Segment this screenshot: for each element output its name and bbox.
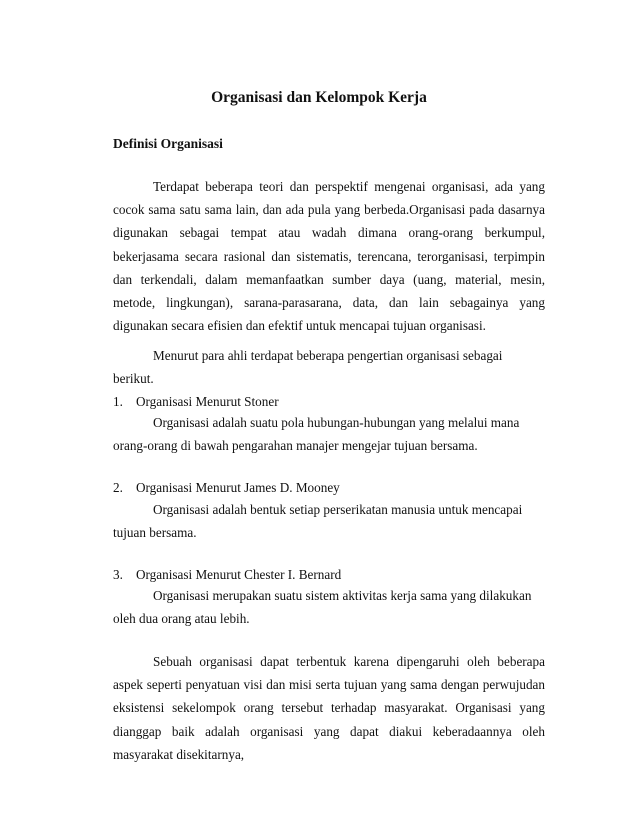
definition-item-3-body: Organisasi merupakan suatu sistem aktivitas kerja sama yang dilakukan oleh dua orang atau lebih.	[113, 588, 532, 626]
paragraph-organization-aspects: Sebuah organisasi dapat terbentuk karena dipengaruhi oleh beberapa aspek seperti penyatuan visi dan misi serta tujuan yang sama dengan perwujudan eksistensi sekelompok orang tersebut terhadap masyarakat. Organisasi yang dianggap baik adalah organisasi yang dapat diakui keberadaannya oleh masyarakat disekitarnya,	[113, 654, 545, 762]
document-title: Organisasi dan Kelompok Kerja	[211, 89, 427, 106]
definition-number: 1.	[113, 394, 123, 409]
paragraph-experts-intro: Menurut para ahli terdapat beberapa pengertian organisasi sebagai berikut.	[113, 348, 503, 387]
definition-title: Organisasi Menurut Stoner	[136, 394, 279, 409]
definition-title: Organisasi Menurut Chester I. Bernard	[136, 567, 342, 582]
section-heading: Definisi Organisasi	[113, 136, 223, 151]
definition-item-1-title	[113, 394, 279, 410]
definition-number: 2.	[113, 480, 123, 495]
paragraph-intro: Terdapat beberapa teori dan perspektif mengenai organisasi, ada yang cocok sama satu sama lain, dan ada pula yang berbeda.Organisasi pada dasarnya digunakan sebagai tempat atau wadah dimana orang-orang berkumpul, bekerjasama secara rasional dan sistematis, terencana, terorganisasi, terpimpin dan terkendali, dalam memanfaatkan sumber daya (uang, material, mesin, metode, lingkungan), sarana-parasarana, data, dan lain sebagainya yang digunakan secara efisien dan efektif untuk mencapai tujuan organisasi.	[113, 179, 545, 334]
definition-item-2-title	[113, 480, 340, 496]
definition-item-3-title	[113, 567, 341, 583]
definition-item-2-body: Organisasi adalah bentuk setiap perserikatan manusia untuk mencapai tujuan bersama.	[113, 502, 523, 540]
definition-title: Organisasi Menurut James D. Mooney	[136, 480, 340, 495]
definition-item-1-body: Organisasi adalah suatu pola hubungan-hubungan yang melalui mana orang-orang di bawah pengarahan manajer mengejar tujuan bersama.	[113, 415, 520, 453]
definition-number: 3.	[113, 567, 123, 582]
